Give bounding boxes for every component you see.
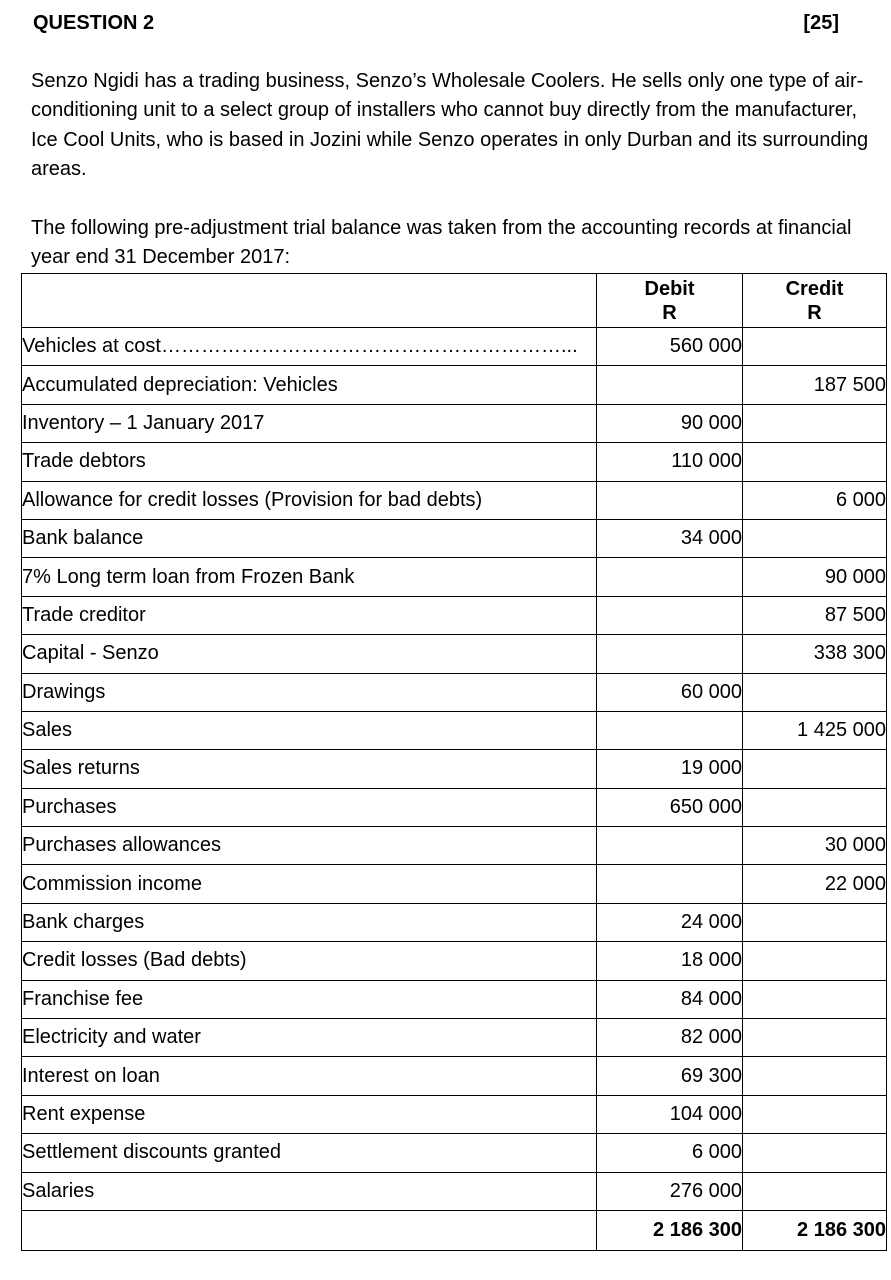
table-row	[22, 865, 887, 903]
row-debit: 90 000	[597, 404, 743, 442]
row-credit: 30 000	[743, 827, 887, 865]
totals-label	[22, 1210, 597, 1250]
row-debit	[597, 558, 743, 596]
table-header-row	[22, 274, 887, 328]
row-label: Vehicles at cost……………………………………………………...	[22, 328, 597, 366]
row-label: Capital - Senzo	[22, 635, 597, 673]
row-credit	[743, 980, 887, 1018]
row-debit: 19 000	[597, 750, 743, 788]
table-row	[22, 366, 887, 404]
row-label: Inventory – 1 January 2017	[22, 404, 597, 442]
table-row	[22, 1057, 887, 1095]
table-row	[22, 1134, 887, 1172]
row-credit	[743, 1019, 887, 1057]
row-label: Commission income	[22, 865, 597, 903]
row-credit: 87 500	[743, 596, 887, 634]
row-label: Interest on loan	[22, 1057, 597, 1095]
row-credit	[743, 519, 887, 557]
row-debit	[597, 596, 743, 634]
row-debit: 60 000	[597, 673, 743, 711]
table-row	[22, 443, 887, 481]
table-row	[22, 404, 887, 442]
question-title: QUESTION 2	[33, 11, 155, 34]
table-row	[22, 635, 887, 673]
row-label: Purchases	[22, 788, 597, 826]
row-debit	[597, 635, 743, 673]
table-row	[22, 788, 887, 826]
row-credit: 338 300	[743, 635, 887, 673]
table-row	[22, 558, 887, 596]
row-credit	[743, 404, 887, 442]
row-debit: 24 000	[597, 903, 743, 941]
totals-credit: 2 186 300	[743, 1210, 887, 1250]
row-label: Purchases allowances	[22, 827, 597, 865]
header-debit-unit: R	[662, 302, 677, 324]
row-debit	[597, 865, 743, 903]
table-row	[22, 673, 887, 711]
row-debit: 276 000	[597, 1172, 743, 1210]
header-credit-label: Credit	[785, 278, 844, 300]
intro-paragraph: Senzo Ngidi has a trading business, Senzo’s Wholesale Coolers. He sells only one type of air-conditioning unit to a select group of installers who cannot buy directly from the manufacturer, Ice Cool Units, who is based in Jozini while Senzo operates in only Durban and its surrounding areas.	[31, 70, 869, 181]
row-debit: 650 000	[597, 788, 743, 826]
row-credit: 90 000	[743, 558, 887, 596]
header-debit-label: Debit	[644, 278, 695, 300]
row-credit	[743, 1057, 887, 1095]
header-debit-cell	[597, 274, 743, 328]
row-credit: 187 500	[743, 366, 887, 404]
header-description-cell	[22, 274, 597, 328]
row-credit	[743, 750, 887, 788]
row-credit: 22 000	[743, 865, 887, 903]
table-row	[22, 328, 887, 366]
row-label: Allowance for credit losses (Provision for bad debts)	[22, 481, 597, 519]
question-heading	[33, 10, 839, 36]
row-credit: 6 000	[743, 481, 887, 519]
table-row	[22, 1172, 887, 1210]
row-label: Accumulated depreciation: Vehicles	[22, 366, 597, 404]
row-label: Electricity and water	[22, 1019, 597, 1057]
table-row	[22, 519, 887, 557]
row-debit: 82 000	[597, 1019, 743, 1057]
table-intro-paragraph: The following pre-adjustment trial balance was taken from the accounting records at financial year end 31 December 2017:	[31, 217, 852, 269]
header-credit-cell	[743, 274, 887, 328]
row-debit	[597, 711, 743, 749]
row-label: Trade creditor	[22, 596, 597, 634]
table-row	[22, 903, 887, 941]
row-label: Credit losses (Bad debts)	[22, 942, 597, 980]
table-row	[22, 1095, 887, 1133]
row-credit	[743, 328, 887, 366]
row-debit: 18 000	[597, 942, 743, 980]
row-label: Bank charges	[22, 903, 597, 941]
totals-debit: 2 186 300	[597, 1210, 743, 1250]
trial-balance-table	[21, 273, 887, 1251]
totals-row	[22, 1210, 887, 1250]
table-row	[22, 1019, 887, 1057]
row-debit	[597, 827, 743, 865]
row-credit	[743, 942, 887, 980]
row-debit: 34 000	[597, 519, 743, 557]
row-label: Franchise fee	[22, 980, 597, 1018]
row-label: Sales returns	[22, 750, 597, 788]
row-debit: 104 000	[597, 1095, 743, 1133]
row-label: Salaries	[22, 1172, 597, 1210]
row-debit: 6 000	[597, 1134, 743, 1172]
row-credit	[743, 673, 887, 711]
row-label: Bank balance	[22, 519, 597, 557]
row-debit: 560 000	[597, 328, 743, 366]
row-debit: 84 000	[597, 980, 743, 1018]
table-row	[22, 942, 887, 980]
row-credit	[743, 788, 887, 826]
row-label: Drawings	[22, 673, 597, 711]
row-debit: 69 300	[597, 1057, 743, 1095]
row-credit	[743, 903, 887, 941]
table-row	[22, 596, 887, 634]
row-credit: 1 425 000	[743, 711, 887, 749]
row-credit	[743, 443, 887, 481]
table-row	[22, 827, 887, 865]
table-row	[22, 980, 887, 1018]
row-label: Settlement discounts granted	[22, 1134, 597, 1172]
row-label: Sales	[22, 711, 597, 749]
row-debit: 110 000	[597, 443, 743, 481]
row-credit	[743, 1095, 887, 1133]
table-row	[22, 750, 887, 788]
row-label: Trade debtors	[22, 443, 597, 481]
row-credit	[743, 1134, 887, 1172]
row-credit	[743, 1172, 887, 1210]
table-row	[22, 711, 887, 749]
table-row	[22, 481, 887, 519]
row-label: Rent expense	[22, 1095, 597, 1133]
header-credit-unit: R	[807, 302, 822, 324]
row-debit	[597, 481, 743, 519]
row-debit	[597, 366, 743, 404]
row-label: 7% Long term loan from Frozen Bank	[22, 558, 597, 596]
question-marks: [25]	[803, 11, 839, 34]
